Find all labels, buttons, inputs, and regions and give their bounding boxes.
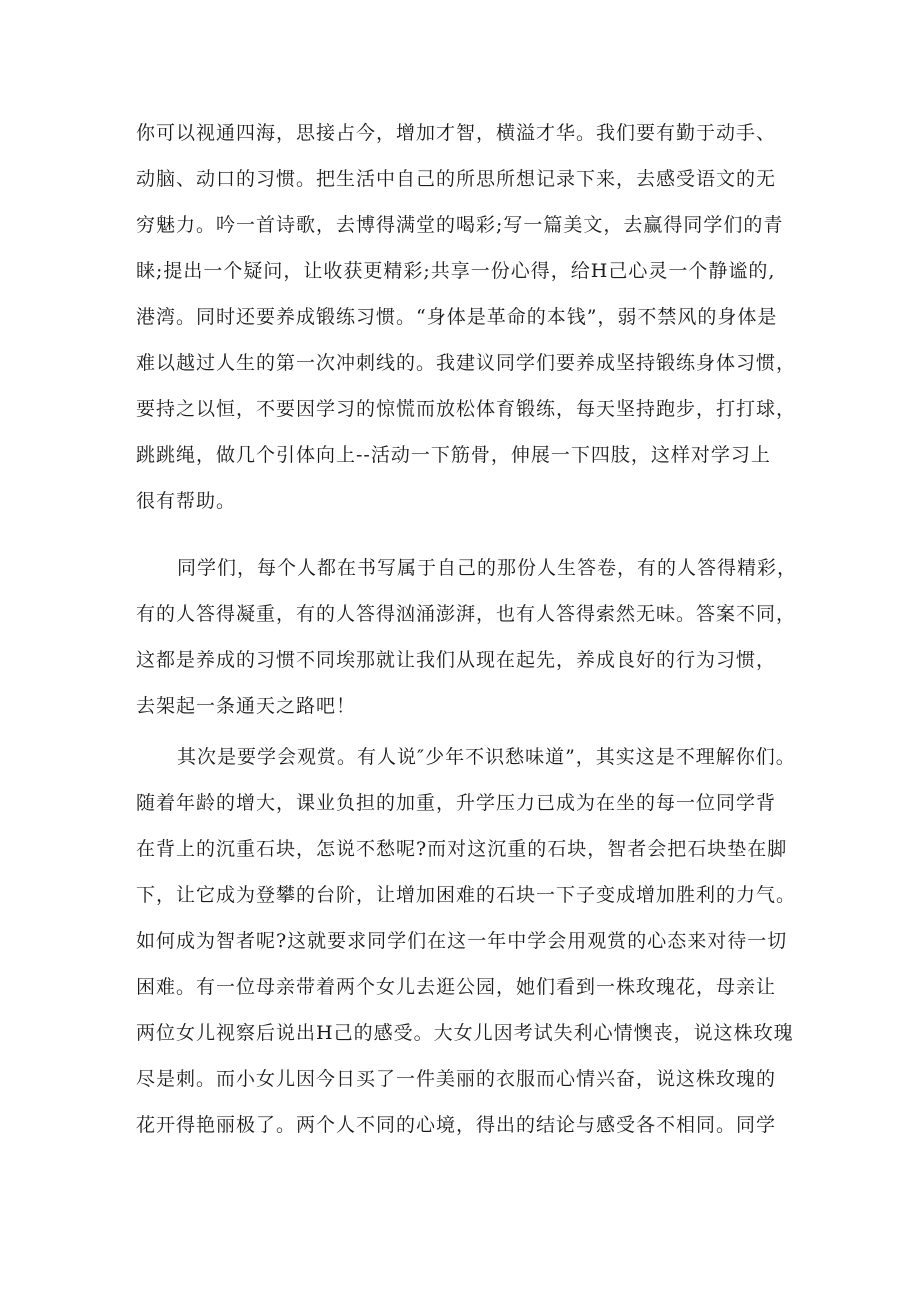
p2-line-3: 这都是养成的习惯不同埃那就让我们从现在起先，养成良好的行为习惯， <box>136 649 777 671</box>
p1-line-6: 难以越过人生的第一次冲刺线的。我建议同学们要养成坚持锻练身体习惯， <box>136 352 797 374</box>
p3-line-8: 尽是刺。而小女儿因今日买了一件美丽的衣服而心情兴奋，说这株玫瑰的 <box>136 1068 777 1090</box>
p1-line-4: 睐;提出一个疑问，让收获更精彩;共享一份心得，给H己心灵一个静谧的, <box>136 260 776 282</box>
p3-line-6: 困难。有一位母亲带着两个女儿去逛公园，她们看到一株玫瑰花，母亲让 <box>136 976 777 998</box>
p3-line-7: 两位女儿视察后说出H己的感受。大女儿因考试失利心情懊丧，说这株玫瑰 <box>136 1022 794 1044</box>
p2-line-1: 同学们，每个人都在书写属于自己的那份人生答卷，有的人答得精彩， <box>177 557 798 579</box>
p1-line-1: 你可以视通四海，思接占今，增加才智，横溢才华。我们要有勤于动手、 <box>136 122 777 144</box>
p1-line-9: 很有帮助。 <box>136 490 237 512</box>
p3-line-1: 其次是要学会观赏。有人说″少年不识愁味道”，其实这是不理解你们。 <box>177 746 796 768</box>
p2-line-4: 去架起一条通天之路吧！ <box>136 695 357 717</box>
p1-line-8: 跳跳绳，做几个引体向上--活动一下筋骨，伸展一下四肢，这样对学习上 <box>136 444 771 466</box>
p3-line-5: 如何成为智者呢?这就要求同学们在这一年中学会用观赏的心态来对待一切 <box>136 930 788 952</box>
p3-line-9: 花开得艳丽极了。两个人不同的心境，得出的结论与感受各不相同。同学 <box>136 1114 777 1136</box>
p1-line-2: 动脑、动口的习惯。把生活中自己的所思所想记录下来，去感受语文的无 <box>136 168 777 190</box>
p3-line-3: 在背上的沉重石块，怎说不愁呢?而对这沉重的石块，智者会把石块垫在脚 <box>136 838 788 860</box>
p2-line-2: 有的人答得凝重，有的人答得汹涌澎湃，也有人答得索然无味。答案不同， <box>136 603 797 625</box>
p3-line-2: 随着年龄的增大，课业负担的加重，升学压力已成为在坐的每一位同学背 <box>136 792 777 814</box>
p1-line-7: 要持之以恒，不要因学习的惊慌而放松体育锻练，每天坚持跑步，打打球， <box>136 398 797 420</box>
p3-line-4: 下，让它成为登攀的台阶，让增加困难的石块一下子变成增加胜利的力气。 <box>136 884 797 906</box>
p1-line-5: 港湾。同时还要养成锻练习惯。“身体是革命的本钱”，弱不禁风的身体是 <box>136 306 778 328</box>
p1-line-3: 穷魅力。吟一首诗歌，去博得满堂的喝彩;写一篇美文，去赢得同学们的青 <box>136 214 784 236</box>
